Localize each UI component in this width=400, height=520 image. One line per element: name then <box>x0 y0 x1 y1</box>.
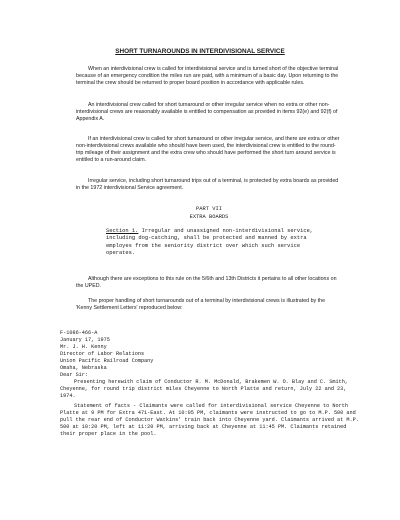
letter-recipient-name: Mr. J. H. Kenny <box>60 344 107 350</box>
letter-claim-paragraph: Presenting herewith claim of Conductor R. M. McDonald, Brakemen W. O. Blay and C. Smith, Cheyenne, for round trip district miles Cheyenne to North Platte and return, July 22 and 23, 1974. <box>60 379 348 399</box>
quote-heading: EXTRA BOARDS <box>189 214 229 220</box>
page-title: SHORT TURNAROUNDS IN INTERDIVISIONAL SERVICE <box>115 48 285 55</box>
paragraph-extra-boards: Irregular service, including short turnaround trips out of a terminal, is protected by extra boards as provided in the 1972 interdivisional Service agreement. <box>76 178 339 191</box>
letter-facts-paragraph: Statement of facts - Claimants were called for interdivisional service Cheyenne to North Platte at 9 PM for Extra 471-East. At 10:05 PM, claimants were instructed to go to M.P. 500 and pull the rear end of Conductor Watkins' train back into Cheyenne yard. Claimants arrived at M.P. 500 at 10:20 PM, left at 11:20 PM, arriving back at Cheyenne at 11:45 PM. Claimants retained their proper place in the pool. <box>60 403 359 437</box>
paragraph-exceptions: Although there are exceptions to this rule on the 5/6th and 13th Districts it pertains to all other locations on the UPED. <box>76 276 337 289</box>
quote-section-text: Irregular and unassigned non-interdivisional service, including dog-catching, shall be protected and manned by extra employes from the seniority district over which such service operates. <box>106 228 314 257</box>
paragraph-emergency-turn: When an interdivisional crew is called for interdivisional service and is turned short of the objective terminal because of an emergency condition the miles run are paid, with a minimum of a basic day. Upon returning to the terminal the crew should be returned to proper board position in accordance with applicable rules. <box>76 66 339 86</box>
paragraph-kenny-intro: The proper handling of short turnarounds out of a terminal by interdivisional crews is illustrated by the 'Kenny Settlement Letters' reproduced below: <box>76 298 326 311</box>
paragraph-run-around-claim: If an interdivisional crew is called for short turnaround or other irregular service, and there are extra or other non-interdivisional crews available who should have been used, the interdivisional crew is entitled to the round-trip mileage of their assignment and the extra crew who should have performed the short turn around service is entitled to a run-around claim. <box>76 136 340 163</box>
quote-section-label: Section 1. <box>106 228 139 234</box>
letter-ref: F-1086-466-A <box>60 330 98 336</box>
letter-date: January 17, 1975 <box>60 337 110 343</box>
letter-salutation: Dear Sir: <box>60 372 89 378</box>
quote-section <box>106 228 332 258</box>
letter-recipient-city: Omaha, Nebraska <box>60 365 107 371</box>
letter-recipient-title: Director of Labor Relations <box>60 351 145 357</box>
kenny-letter <box>60 330 360 438</box>
paragraph-compensation: An interdivisional crew called for short turnaround or other irregular service when no extra or other non-interdivisional crews are reasonably available is entitled to compensation as provided in items 92(e) and 92(f) of Appendix A. <box>76 102 338 122</box>
letter-recipient-org: Union Pacific Railroad Company <box>60 358 154 364</box>
quote-part-label: PART VII <box>196 206 222 212</box>
